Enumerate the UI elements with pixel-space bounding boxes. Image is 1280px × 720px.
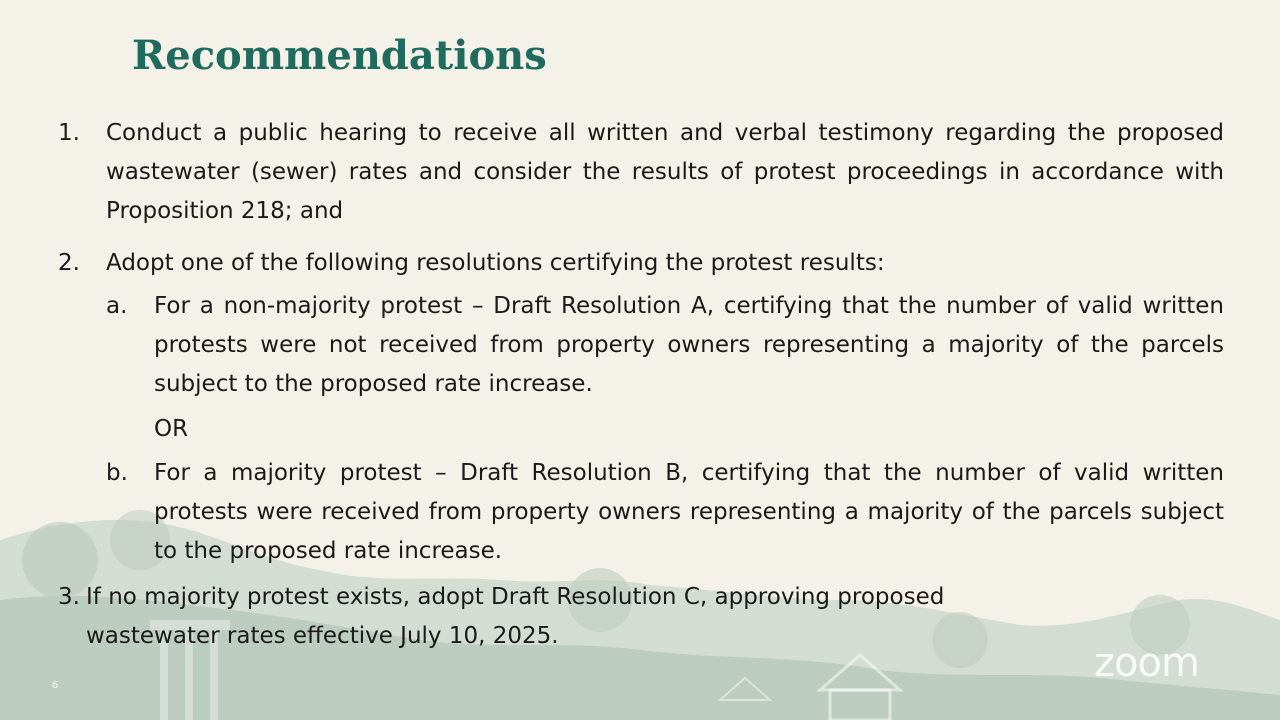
sub-list-text: For a majority protest – Draft Resolution B, certifying that the number of valid written protests were received from property owners representing a majority of the parcels subject to the proposed rate increase. bbox=[154, 460, 1224, 564]
list-number: 2. bbox=[58, 250, 80, 276]
list-number: 1. bbox=[58, 120, 80, 146]
sub-list-text: For a non-majority protest – Draft Resolution A, certifying that the number of valid written protests were not received from property owners representing a majority of the parcels subject to the proposed rate increase. bbox=[154, 293, 1224, 397]
list-text: If no majority protest exists, adopt Draft Resolution C, approving proposed bbox=[86, 584, 945, 610]
page-number: 6 bbox=[52, 680, 59, 691]
list-text: Conduct a public hearing to receive all written and verbal testimony regarding the proposed wastewater (sewer) rates and consider the results of protest proceedings in accordance with Proposition 218; and bbox=[106, 120, 1224, 224]
list-text: Adopt one of the following resolutions certifying the protest results: bbox=[106, 250, 885, 276]
slide-title: Recommendations bbox=[132, 32, 547, 79]
or-text: OR bbox=[154, 416, 189, 442]
zoom-logo-watermark: zoom bbox=[1094, 640, 1199, 686]
sub-list-letter: a. bbox=[106, 293, 128, 319]
list-text-continued: wastewater rates effective July 10, 2025. bbox=[86, 623, 559, 649]
sub-list-letter: b. bbox=[106, 460, 128, 486]
list-number: 3. bbox=[58, 584, 80, 610]
